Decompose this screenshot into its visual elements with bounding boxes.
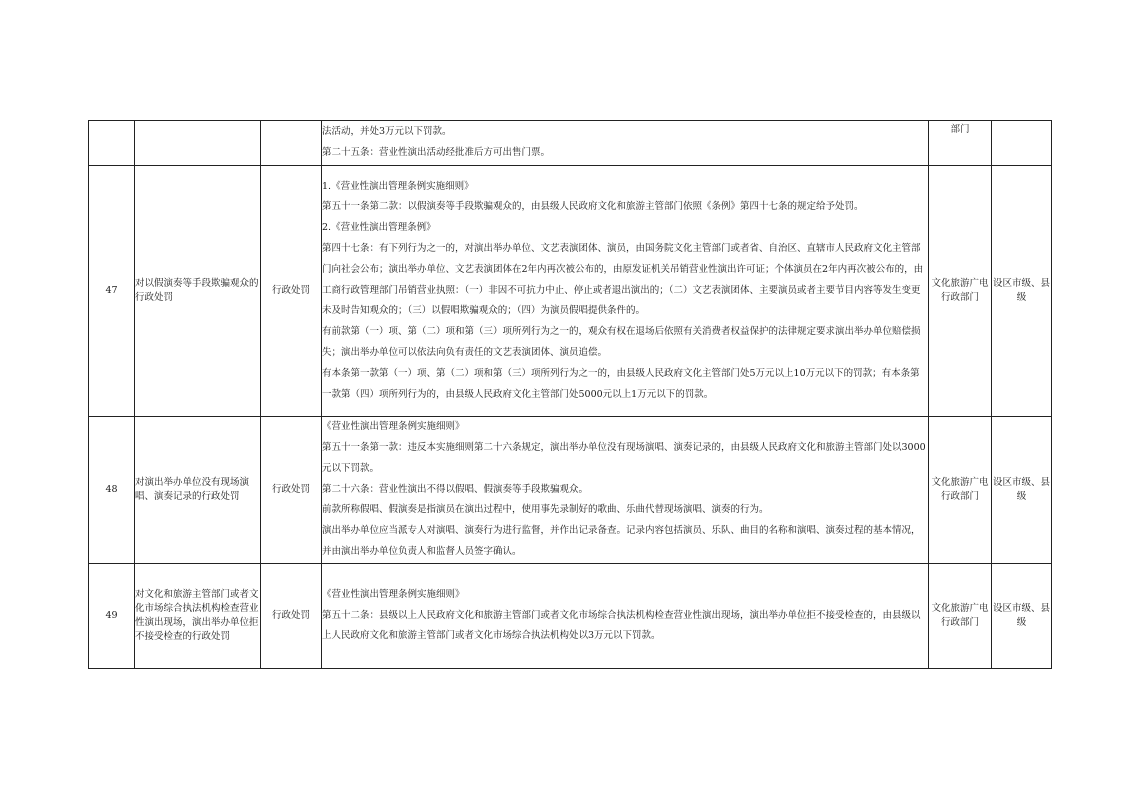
basis-line: 《营业性演出管理条例实施细则》: [322, 588, 465, 600]
table-row: [89, 166, 1052, 417]
item-type: [261, 121, 322, 166]
implementing-dept: 文化旅游广电行政部门: [929, 564, 992, 669]
basis-line: 第四十七条：有下列行为之一的，对演出举办单位、文艺表演团体、演员，由国务院文化主管部门或者省、自治区、直辖市人民政府文化主管部门向社会公布；演出举办单位、文艺表演团体在2年内再次被公布的，由原发证机关吊销营业性演出许可证；个体演员在2年内再次被公布的，由工商行政管理部门吊销营业执照：（一）非因不可抗力中止、停止或者退出演出的；（二）文艺表演团体、主要演员或者主要节目内容等发生变更未及时告知观众的；（三）以假唱欺骗观众的；（四）为演员假唱提供条件的。: [322, 243, 924, 317]
item-type: 行政处罚: [261, 417, 322, 564]
basis-line: 第五十一条第二款：以假演奏等手段欺骗观众的，由县级人民政府文化和旅游主管部门依照《条例》第四十七条的规定给予处罚。: [322, 201, 864, 213]
implementing-dept: 文化旅游广电行政部门: [929, 166, 992, 417]
item-type: 行政处罚: [261, 166, 322, 417]
legal-basis: [322, 166, 929, 417]
jurisdiction-level: 设区市级、县级: [992, 166, 1052, 417]
implementing-dept: 文化旅游广电行政部门: [929, 417, 992, 564]
basis-line: 第二十六条：营业性演出不得以假唱、假演奏等手段欺骗观众。: [322, 483, 589, 495]
item-name: 对演出举办单位没有现场演唱、演奏记录的行政处罚: [135, 417, 261, 564]
basis-line: 有本条第一款第（一）项、第（二）项和第（三）项所列行为之一的，由县级人民政府文化主管部门处5万元以上10万元以下的罚款；有本条第一款第（四）项所列行为的，由县级人民政府文化主管部门处5000元以上1万元以下的罚款。: [322, 367, 920, 400]
row-number: [89, 121, 135, 166]
item-name: 对文化和旅游主管部门或者文化市场综合执法机构检查营业性演出现场，演出举办单位拒不接受检查的行政处罚: [135, 564, 261, 669]
legal-basis: [322, 564, 929, 669]
basis-line: 《营业性演出管理条例实施细则》: [322, 421, 465, 433]
legal-basis: [322, 417, 929, 564]
basis-line: 第五十一条第一款：违反本实施细则第二十六条规定，演出举办单位没有现场演唱、演奏记录的，由县级人民政府文化和旅游主管部门处以3000元以下罚款。: [322, 442, 926, 474]
legal-basis: [322, 121, 929, 166]
basis-line: 前款所称假唱、假演奏是指演员在演出过程中，使用事先录制好的歌曲、乐曲代替现场演唱、演奏的行为。: [322, 504, 769, 516]
row-number: 49: [89, 564, 135, 669]
basis-line: 演出举办单位应当派专人对演唱、演奏行为进行监督，并作出记录备查。记录内容包括演员、乐队、曲目的名称和演唱、演奏过程的基本情况，并由演出举办单位负责人和监督人员签字确认。: [322, 525, 921, 557]
item-name: [135, 121, 261, 166]
basis-line: 第五十二条：县级以上人民政府文化和旅游主管部门或者文化市场综合执法机构检查营业性演出现场，演出举办单位拒不接受检查的，由县级以上人民政府文化和旅游主管部门或者文化市场综合执法机构处以3万元以下罚款。: [322, 609, 921, 642]
implementing-dept: 部门: [929, 121, 992, 166]
basis-line: 法活动，并处3万元以下罚款。: [322, 126, 452, 138]
jurisdiction-level: 设区市级、县级: [992, 564, 1052, 669]
basis-line: 1.《营业性演出管理条例实施细则》: [322, 180, 474, 192]
row-number: 47: [89, 166, 135, 417]
table-row: [89, 564, 1052, 669]
penalty-table: [88, 120, 1052, 669]
basis-line: 第二十五条：营业性演出活动经批准后方可出售门票。: [322, 147, 551, 158]
table-row: [89, 417, 1052, 564]
jurisdiction-level: [992, 121, 1052, 166]
basis-line: 有前款第（一）项、第（二）项和第（三）项所列行为之一的，观众有权在退场后依照有关消费者权益保护的法律规定要求演出举办单位赔偿损失；演出举办单位可以依法向负有责任的文艺表演团体、演员追偿。: [322, 326, 921, 358]
table-row: [89, 121, 1052, 166]
basis-line: 2.《营业性演出管理条例》: [322, 222, 436, 234]
item-type: 行政处罚: [261, 564, 322, 669]
item-name: 对以假演奏等手段欺骗观众的行政处罚: [135, 166, 261, 417]
jurisdiction-level: 设区市级、县级: [992, 417, 1052, 564]
row-number: 48: [89, 417, 135, 564]
